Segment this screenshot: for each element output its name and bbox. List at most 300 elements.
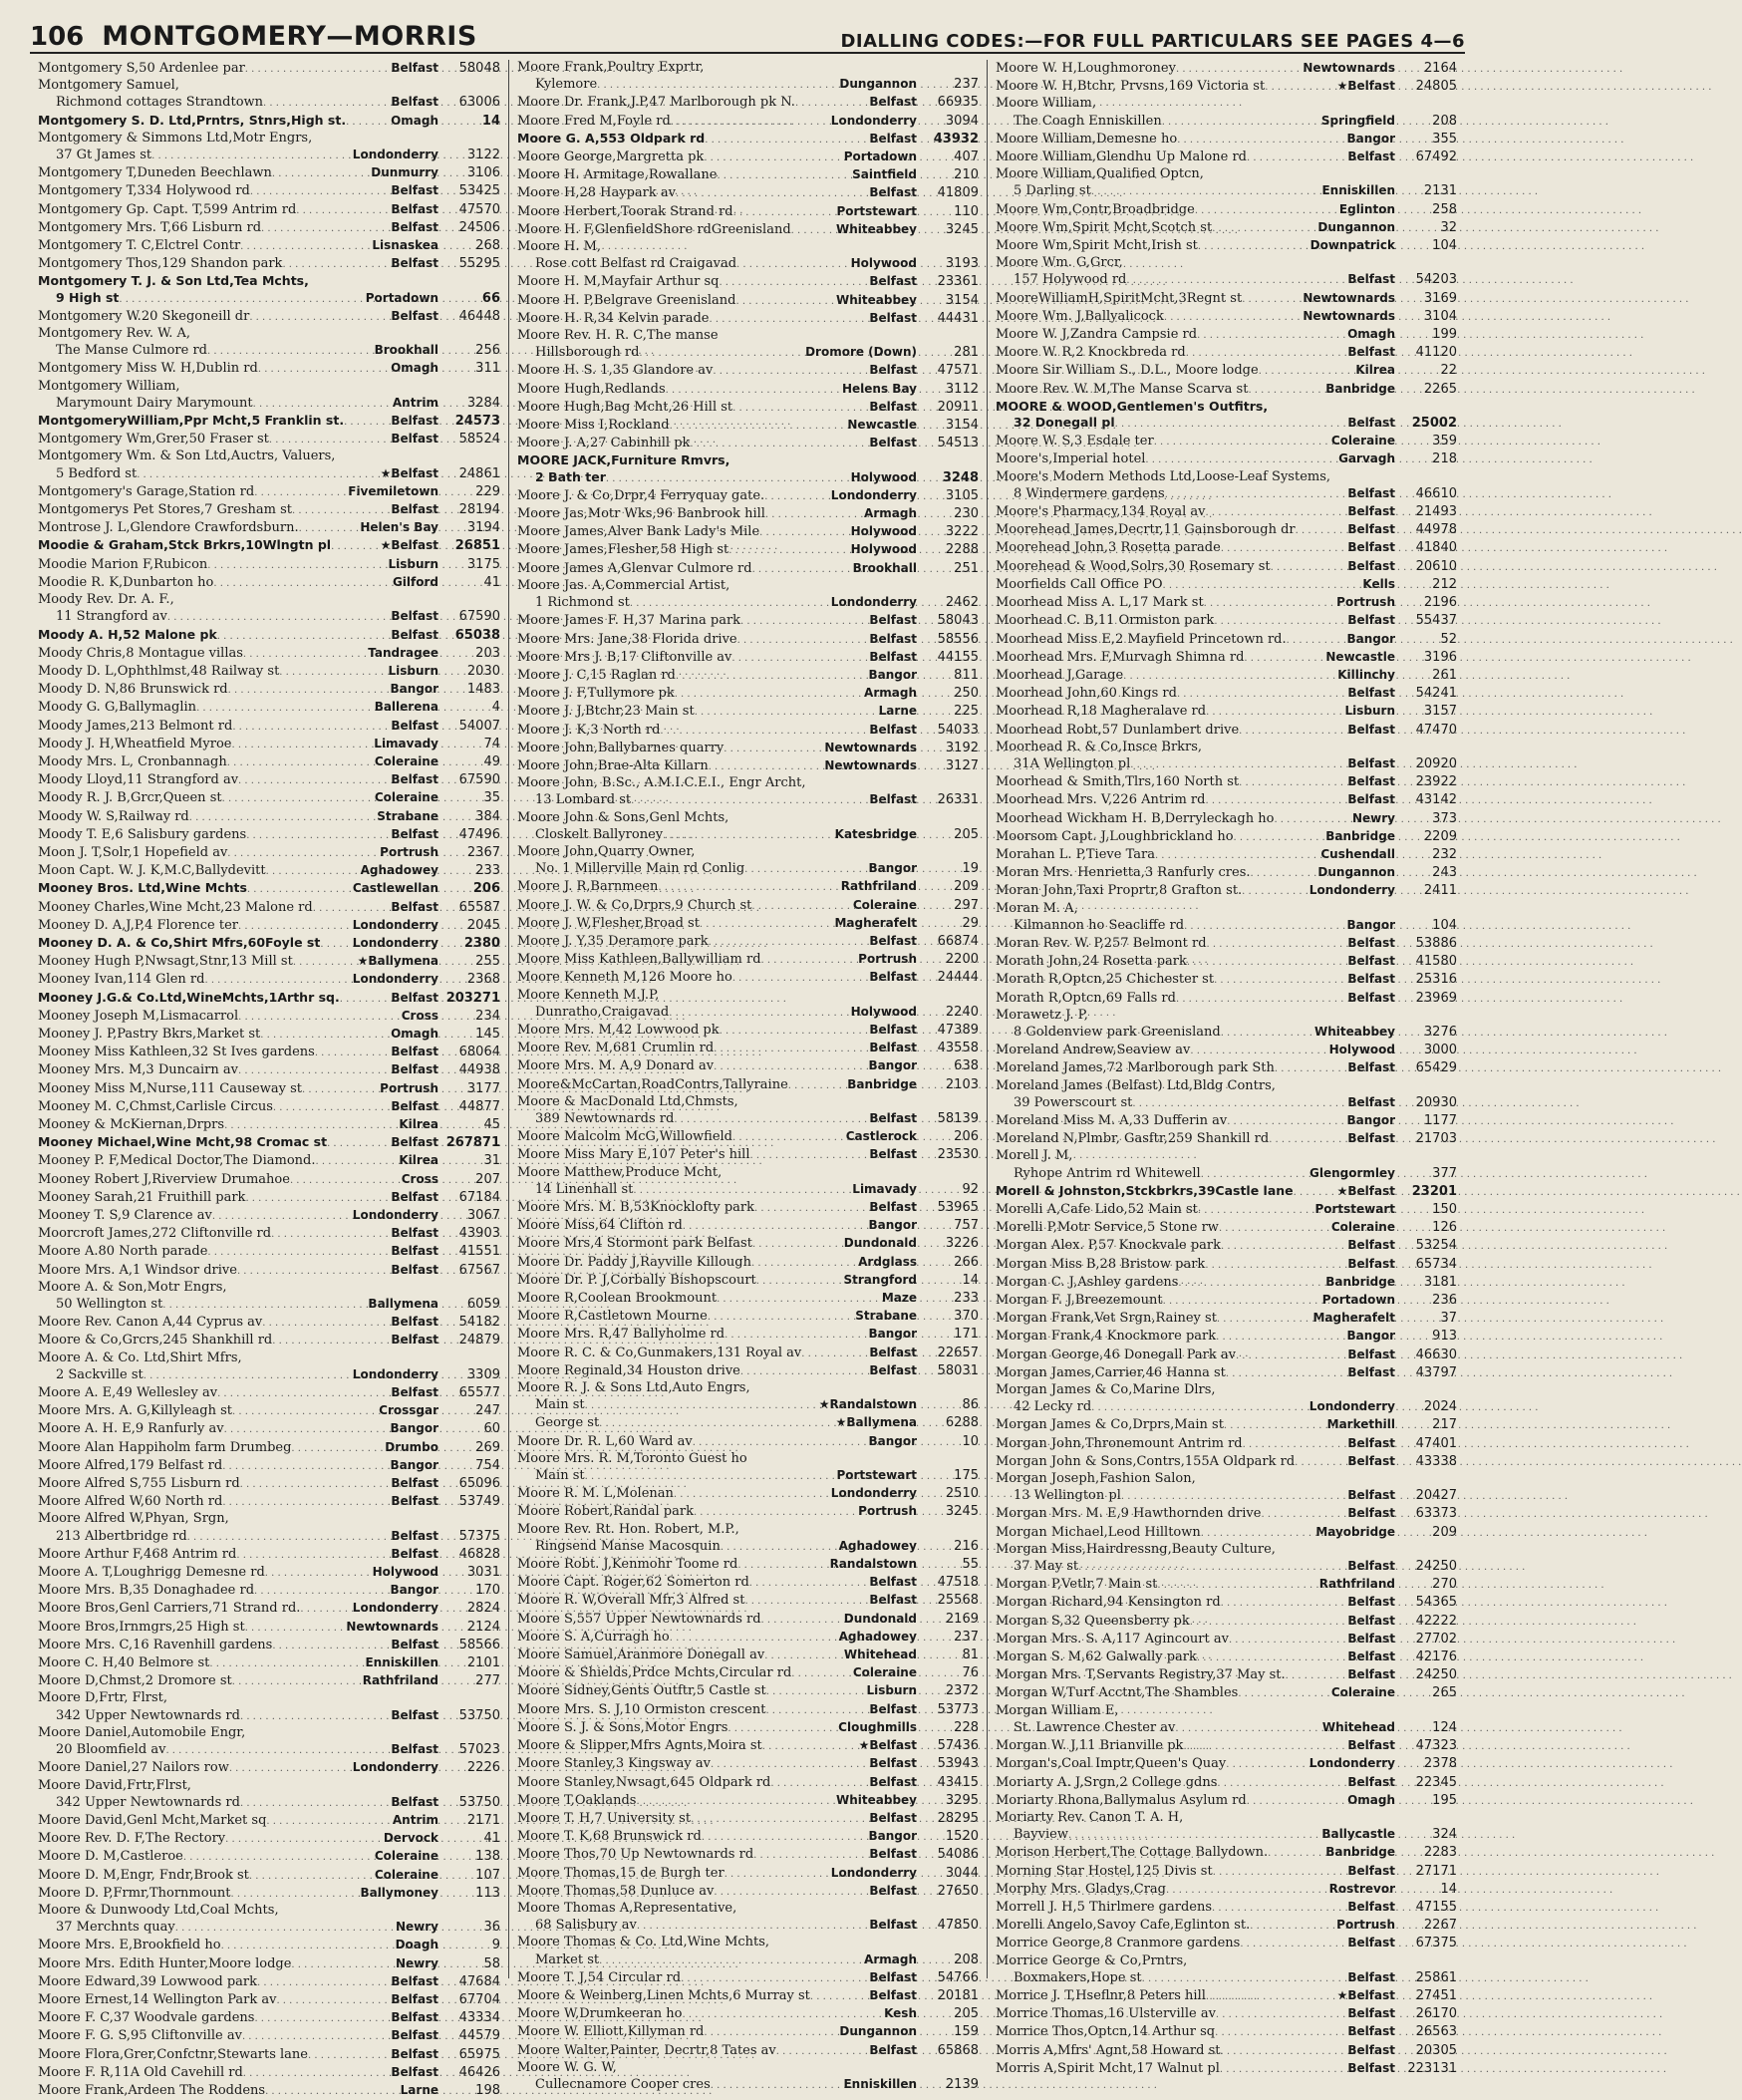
entry-line	[517, 452, 979, 468]
subscriber-name: Mooney Miss Kathleen,32 St Ives gardens	[38, 1045, 315, 1060]
phone-number: 53749	[458, 1494, 500, 1510]
subscriber-name: Kylemore	[535, 77, 598, 93]
leader-dots	[597, 77, 837, 94]
exchange-name: Belfast	[869, 185, 917, 200]
entry-line	[38, 273, 500, 289]
leader-dots	[737, 1557, 827, 1574]
entry-line	[996, 1666, 1457, 1684]
leader-dots	[1294, 1184, 1335, 1201]
directory-entry	[38, 1439, 500, 1457]
subscriber-name: Morgan W,Turf Acctnt,The Shambles	[996, 1685, 1239, 1701]
subscriber-name: Moore Mrs. E,Brookfield ho	[38, 1938, 221, 1953]
entry-line	[517, 131, 979, 149]
phone-number: 53254	[1415, 1238, 1457, 1254]
exchange-name: Belfast	[391, 718, 438, 733]
entry-line	[38, 862, 500, 880]
subscriber-name: Mooney D. A,J,P,4 Florence ter	[38, 917, 239, 933]
leader-dots	[1183, 1738, 1345, 1755]
entry-line	[996, 1899, 1457, 1917]
subscriber-name: Morgan Michael,Leod Hilltown	[996, 1524, 1201, 1540]
directory-entry	[38, 699, 500, 717]
exchange-name: Belfast	[1347, 2024, 1395, 2039]
entry-line	[38, 1280, 500, 1296]
entry-line	[996, 381, 1457, 399]
directory-entry	[38, 971, 500, 989]
directory-entry	[517, 578, 979, 594]
exchange-name: Holywood	[850, 524, 917, 539]
subscriber-name: Moody J. H,Wheatfield Myroe	[38, 736, 232, 751]
exchange-name: Londonderry	[830, 487, 917, 502]
leader-dots	[637, 1918, 868, 1935]
exchange-name: Whiteabbey	[835, 221, 917, 236]
leader-dots	[266, 863, 359, 880]
entry-line	[517, 860, 979, 878]
exchange-name: Belfast	[869, 1041, 917, 1055]
directory-entry	[996, 1201, 1457, 1219]
subscriber-name: Morrice George,8 Cranmore gardens	[996, 1936, 1241, 1951]
directory-entry	[517, 1951, 979, 1969]
leader-dots	[254, 484, 346, 501]
directory-entry	[517, 292, 979, 310]
entry-line	[38, 953, 500, 971]
phone-number: 41	[483, 1831, 500, 1847]
phone-number: 2196	[1423, 595, 1457, 611]
leader-dots	[714, 1884, 867, 1901]
phone-number: 3248	[942, 469, 979, 485]
leader-dots	[1221, 1595, 1346, 1612]
subscriber-name: Moore H. F,GlenfieldShore rdGreenisland	[517, 221, 791, 237]
phone-number: 20181	[937, 1987, 979, 2003]
subscriber-name: Morgan S,32 Queensberry pk	[996, 1613, 1190, 1629]
exchange-name: Bangor	[1346, 917, 1395, 932]
phone-number: 250	[954, 686, 979, 702]
exchange-name: Londonderry	[352, 972, 438, 987]
directory-entry	[517, 1345, 979, 1362]
phone-number: 32	[1440, 219, 1457, 235]
subscriber-name: Moore Frank,Poultry Exprtr,	[517, 60, 705, 75]
entry-line	[38, 395, 500, 413]
leader-dots	[1240, 1936, 1345, 1952]
entry-line	[38, 771, 500, 789]
directory-entry	[38, 1475, 500, 1493]
directory-entry	[517, 969, 979, 987]
subscriber-name: Moore Mrs. R,47 Ballyholme rd	[517, 1327, 726, 1343]
exchange-name: Belfast	[869, 1147, 917, 1162]
entry-line	[996, 326, 1457, 344]
exchange-name: Omagh	[391, 1026, 438, 1041]
entry-line	[517, 844, 979, 860]
entry-line	[517, 1574, 979, 1592]
directory-entry	[38, 1044, 500, 1061]
entry-line	[996, 594, 1457, 612]
exchange-name: Londonderry	[352, 1601, 438, 1616]
directory-entry	[38, 1937, 500, 1954]
subscriber-name: Moore T. K,68 Brunswick rd	[517, 1829, 702, 1845]
entry-line	[996, 773, 1457, 791]
subscriber-name: Moore T,Oaklands	[517, 1792, 637, 1808]
entry-line	[996, 1987, 1457, 2005]
subscriber-name: Ringsend Manse Macosquin	[535, 1538, 721, 1554]
directory-entry	[517, 94, 979, 112]
leader-dots	[724, 741, 822, 757]
leader-dots	[151, 148, 351, 164]
entry-line	[996, 1165, 1457, 1183]
directory-entry	[517, 1272, 979, 1290]
directory-entry	[517, 381, 979, 399]
entry-line	[996, 1094, 1457, 1112]
phone-number: 218	[1432, 451, 1457, 467]
entry-line	[38, 1008, 500, 1026]
entry-line	[517, 2060, 979, 2076]
phone-number: 265	[1432, 1685, 1457, 1701]
subscriber-name: Dunratho,Craigavad	[535, 1004, 670, 1020]
directory-entry	[38, 1026, 500, 1044]
directory-entry	[38, 413, 500, 431]
subscriber-name: Morrice Thos,Optcn,14 Arthur sq	[996, 2024, 1216, 2040]
entry-line	[517, 255, 979, 273]
exchange-name: Bangor	[1346, 1329, 1395, 1344]
leader-dots	[308, 2047, 389, 2064]
subscriber-name: Moore Stanley,3 Kingsway av	[517, 1756, 711, 1772]
entry-line	[996, 219, 1457, 237]
subscriber-name: Mooney Michael,Wine Mcht,98 Cromac st	[38, 1134, 328, 1150]
subscriber-name: Mooney J.G.& Co.Ltd,WineMchts,1Arthr sq.	[38, 989, 340, 1005]
subscriber-name: Morell J. M,	[996, 1148, 1073, 1164]
directory-entry	[38, 826, 500, 844]
exchange-name: Belfast	[869, 1593, 917, 1608]
leader-dots	[238, 772, 389, 789]
phone-number: 26170	[1415, 2006, 1457, 2022]
subscriber-name: Closkelt Ballyroney	[535, 826, 664, 842]
phone-number: 41120	[1415, 345, 1457, 361]
phone-number: 65587	[458, 899, 500, 915]
subscriber-name: Moore R. W,Overall Mfr,3 Alfred st	[517, 1593, 745, 1609]
directory-entry	[996, 1774, 1457, 1792]
phone-number: 3067	[466, 1208, 500, 1223]
subscriber-name: Moore Mrs. A. G,Killyleagh st	[38, 1403, 233, 1419]
subscriber-name: Moore S. J. & Sons,Motor Engrs	[517, 1719, 728, 1735]
leader-dots	[258, 361, 389, 378]
exchange-name: Limavady	[852, 1181, 917, 1196]
entry-line	[517, 649, 979, 667]
exchange-name: Belfast	[1347, 416, 1395, 431]
phone-number: 47684	[458, 1973, 500, 1989]
directory-entry	[996, 685, 1457, 703]
subscriber-name: Mooney Miss M,Nurse,111 Causeway st	[38, 1080, 302, 1096]
subscriber-name: Moore A. & Son,Motr Engrs,	[38, 1279, 227, 1295]
subscriber-name: Morgan Miss,Hairdressng,Beauty Culture,	[996, 1541, 1276, 1557]
entry-line	[996, 1969, 1457, 1987]
exchange-name: Londonderry	[352, 1366, 438, 1381]
subscriber-name: Moody W. S,Railway rd	[38, 808, 189, 824]
phone-number: 20930	[1415, 1094, 1457, 1110]
subscriber-name: Market st	[535, 1951, 600, 1967]
directory-entry	[996, 1826, 1457, 1844]
phone-number: 230	[954, 506, 979, 522]
leader-dots	[272, 1638, 389, 1654]
phone-number: 236	[1432, 1293, 1457, 1309]
phone-number: 22345	[1415, 1774, 1457, 1790]
subscriber-name: Morgan William E,	[996, 1702, 1119, 1718]
subscriber-name: Moore J. & Co,Drpr,4 Ferryquay gate.	[517, 487, 765, 503]
phone-number: 26331	[937, 792, 979, 808]
subscriber-name: Moore Wm,Spirit Mcht,Scotch st	[996, 219, 1213, 235]
exchange-name: Belfast	[1347, 558, 1395, 573]
exchange-name: Belfast	[1347, 1347, 1395, 1361]
entry-line	[517, 362, 979, 380]
exchange-name: Belfast	[391, 1742, 438, 1757]
directory-entry	[996, 255, 1457, 271]
subscriber-name: Montgomery Samuel,	[38, 78, 179, 94]
entry-line	[996, 1684, 1457, 1702]
exchange-name: Killinchy	[1337, 667, 1395, 682]
leader-dots	[658, 879, 838, 896]
directory-entry	[996, 2060, 1457, 2078]
entry-line	[38, 1812, 500, 1830]
directory-entry	[517, 469, 979, 487]
exchange-name: Belfast	[391, 1244, 438, 1259]
leader-dots	[766, 1683, 865, 1700]
directory-entry	[517, 184, 979, 202]
exchange-name: Belfast	[391, 1528, 438, 1543]
subscriber-name: Montgomery Gp. Capt. T,599 Antrim rd	[38, 201, 297, 217]
exchange-name: Londonderry	[830, 595, 917, 610]
phone-number: 2367	[466, 844, 500, 860]
entry-line	[517, 969, 979, 987]
phone-number: 44579	[458, 2028, 500, 2044]
directory-entry	[996, 1292, 1457, 1310]
phone-number: 29	[962, 915, 979, 931]
entry-line	[38, 326, 500, 342]
entry-line	[38, 413, 500, 431]
entry-line	[38, 219, 500, 237]
phone-number: 43558	[937, 1041, 979, 1056]
subscriber-name: Moore William,Glendhu Up Malone rd	[996, 150, 1247, 165]
entry-line	[996, 1487, 1457, 1505]
exchange-name: Belfast	[391, 1707, 438, 1722]
directory-entry	[38, 2009, 500, 2027]
leader-dots	[217, 628, 390, 645]
exchange-name: Portrush	[1336, 595, 1395, 610]
leader-dots	[1250, 1918, 1334, 1935]
subscriber-name: Moore Dr. P. J,Corbally Bishopscourt	[517, 1272, 756, 1288]
leader-dots	[669, 1005, 848, 1022]
phone-number: 14	[1440, 1881, 1457, 1897]
entry-line	[996, 1917, 1457, 1935]
subscriber-name: 8 Goldenview park Greenisland	[1014, 1024, 1221, 1040]
exchange-name: Ballymena	[368, 1297, 438, 1312]
entry-line	[38, 971, 500, 989]
phone-number: 47496	[458, 826, 500, 842]
exchange-name: Rathfriland	[840, 879, 917, 894]
leader-dots	[631, 792, 867, 809]
exchange-name: Aghadowey	[838, 1629, 917, 1644]
phone-number: 58	[483, 1955, 500, 1971]
subscriber-name: Morrell J. H,5 Thirlmere gardens	[996, 1899, 1213, 1915]
entry-line	[517, 1057, 979, 1075]
subscriber-name: Moore David,Frtr,Flrst,	[38, 1777, 191, 1793]
directory-entry	[517, 775, 979, 791]
entry-line	[38, 1332, 500, 1350]
leader-dots	[290, 1172, 400, 1189]
entry-line	[996, 1059, 1457, 1077]
subscriber-name: Morell & Johnston,Stckbrkrs,39Castle lane	[996, 1182, 1294, 1198]
phone-number: 47389	[937, 1022, 979, 1038]
phone-number: 42176	[1415, 1650, 1457, 1665]
entry-line	[38, 1991, 500, 2009]
subscriber-name: Moore Dr. Frank,J.P,47 Marlborough pk N.	[517, 95, 795, 111]
directory-entry	[996, 576, 1457, 594]
subscriber-name: Main st	[535, 1468, 585, 1484]
subscriber-name: Moore George,Margretta pk	[517, 150, 705, 165]
directory-entry	[38, 1848, 500, 1866]
phone-number: 54086	[937, 1847, 979, 1863]
directory-entry	[517, 1040, 979, 1057]
leader-dots	[751, 898, 850, 915]
phone-number: 3245	[945, 221, 979, 237]
entry-line	[996, 558, 1457, 576]
entry-line	[996, 667, 1457, 685]
entry-line	[517, 76, 979, 94]
directory-entry	[517, 685, 979, 703]
exchange-name: Belfast	[391, 1062, 438, 1077]
entry-line	[517, 791, 979, 809]
entry-line	[996, 1719, 1457, 1737]
directory-entry	[517, 541, 979, 559]
exchange-name: Banbridge	[1325, 381, 1395, 396]
directory-entry	[38, 681, 500, 699]
leader-dots	[1178, 1275, 1323, 1292]
entry-line	[38, 379, 500, 395]
leader-dots	[1197, 1650, 1346, 1666]
subscriber-name: Morrice Thomas,16 Ulsterville av	[996, 2006, 1216, 2022]
exchange-name: Belfast	[391, 1226, 438, 1241]
phone-number: 25861	[1415, 1969, 1457, 1985]
leader-dots	[1261, 1506, 1345, 1523]
exchange-name: Belfast	[869, 649, 917, 664]
phone-number: 65096	[458, 1476, 500, 1492]
phone-number: 2283	[1423, 1845, 1457, 1861]
phone-number: 2372	[945, 1683, 979, 1699]
leader-dots	[1215, 2024, 1345, 2041]
leader-dots	[231, 1886, 359, 1903]
subscriber-name: Moore Robt. J,Kenmohr Toome rd	[517, 1557, 738, 1573]
subscriber-name: Moore J. C,15 Raglan rd	[517, 667, 676, 683]
phone-number: 44431	[937, 310, 979, 326]
subscriber-name: Moore Thomas,15 de Burgh ter	[517, 1865, 725, 1881]
phone-number: 46426	[458, 2064, 500, 2080]
subscriber-name: Moorhead Mrs. F,Murvagh Shimna rd	[996, 649, 1245, 665]
exchange-name: ★Belfast	[858, 1738, 917, 1753]
leader-dots	[344, 414, 389, 431]
leader-dots	[1166, 1882, 1327, 1899]
entry-line	[517, 1146, 979, 1164]
phone-number: 3127	[945, 757, 979, 773]
exchange-name: Crossgar	[379, 1403, 438, 1418]
directory-entry	[38, 771, 500, 789]
entry-line	[517, 1664, 979, 1682]
phone-number: 110	[954, 203, 979, 219]
entry-line	[517, 1917, 979, 1935]
subscriber-name: Moore Wm,Spirit Mcht,Irish st	[996, 238, 1198, 254]
directory-entry	[996, 131, 1457, 149]
subscriber-name: Ryhope Antrim rd Whitewell	[1014, 1165, 1201, 1181]
exchange-name: Lisburn	[388, 663, 438, 678]
exchange-name: Coleraine	[852, 1665, 917, 1680]
exchange-name: Belfast	[391, 2064, 438, 2079]
phone-number: 2124	[466, 1619, 500, 1635]
subscriber-name: Moorehead & Wood,Solrs,30 Rosemary st	[996, 558, 1271, 574]
exchange-name: Portadown	[843, 150, 917, 164]
phone-number: 36	[483, 1920, 500, 1936]
phone-number: 43932	[933, 131, 979, 147]
directory-entry	[996, 1649, 1457, 1666]
directory-entry	[517, 1737, 979, 1755]
phone-number: 67492	[1415, 150, 1457, 165]
directory-entry	[996, 271, 1457, 289]
phone-number: 53773	[937, 1701, 979, 1717]
phone-number: 370	[954, 1309, 979, 1325]
phone-number: 1520	[945, 1829, 979, 1845]
leader-dots	[237, 1263, 389, 1280]
entry-line	[996, 576, 1457, 594]
leader-dots	[247, 881, 351, 898]
directory-entry	[517, 1414, 979, 1432]
directory-entry	[996, 78, 1457, 96]
directory-entry	[38, 753, 500, 771]
exchange-name: Dunmurry	[371, 165, 438, 180]
subscriber-name: Moore T. H,7 University st	[517, 1810, 692, 1826]
directory-entry	[38, 1171, 500, 1189]
exchange-name: Belfast	[869, 95, 917, 110]
subscriber-name: Moody Chris,8 Montague villas	[38, 645, 243, 661]
exchange-name: Enniskillen	[365, 1655, 438, 1670]
exchange-name: Belfast	[1347, 2060, 1395, 2075]
directory-entry	[996, 1792, 1457, 1810]
phone-number: 205	[954, 826, 979, 842]
exchange-name: Belfast	[391, 1494, 438, 1509]
entry-line	[996, 433, 1457, 450]
exchange-name: Bangor	[390, 1583, 438, 1598]
entry-line	[996, 1826, 1457, 1844]
exchange-name: Enniskillen	[843, 2076, 917, 2091]
exchange-name: Bangor	[390, 1457, 438, 1472]
entry-line	[38, 1725, 500, 1741]
leader-dots	[1187, 954, 1345, 971]
leader-dots	[257, 1974, 389, 1991]
directory-entry	[38, 1619, 500, 1637]
leader-dots	[272, 1333, 389, 1350]
exchange-name: Maze	[881, 1291, 917, 1306]
leader-dots	[1176, 991, 1345, 1008]
subscriber-name: Moore Capt. Roger,62 Somerton rd	[517, 1575, 749, 1591]
subscriber-name: Mooney Sarah,21 Fruithill park	[38, 1189, 246, 1205]
phone-number: 3295	[945, 1792, 979, 1808]
directory-entry	[517, 310, 979, 328]
leader-dots	[671, 114, 829, 131]
leader-dots	[1226, 1365, 1345, 1382]
directory-entry	[996, 1666, 1457, 1684]
phone-number: 3169	[1423, 290, 1457, 306]
exchange-name: Magherafelt	[834, 915, 917, 930]
directory-entry	[38, 990, 500, 1008]
phone-number: 269	[475, 1439, 500, 1455]
leader-dots	[254, 1583, 388, 1600]
entry-line	[517, 1362, 979, 1380]
entry-line	[996, 96, 1457, 112]
leader-dots	[300, 1601, 350, 1618]
subscriber-name: Moore Mrs. Jane,38 Florida drive	[517, 631, 737, 647]
